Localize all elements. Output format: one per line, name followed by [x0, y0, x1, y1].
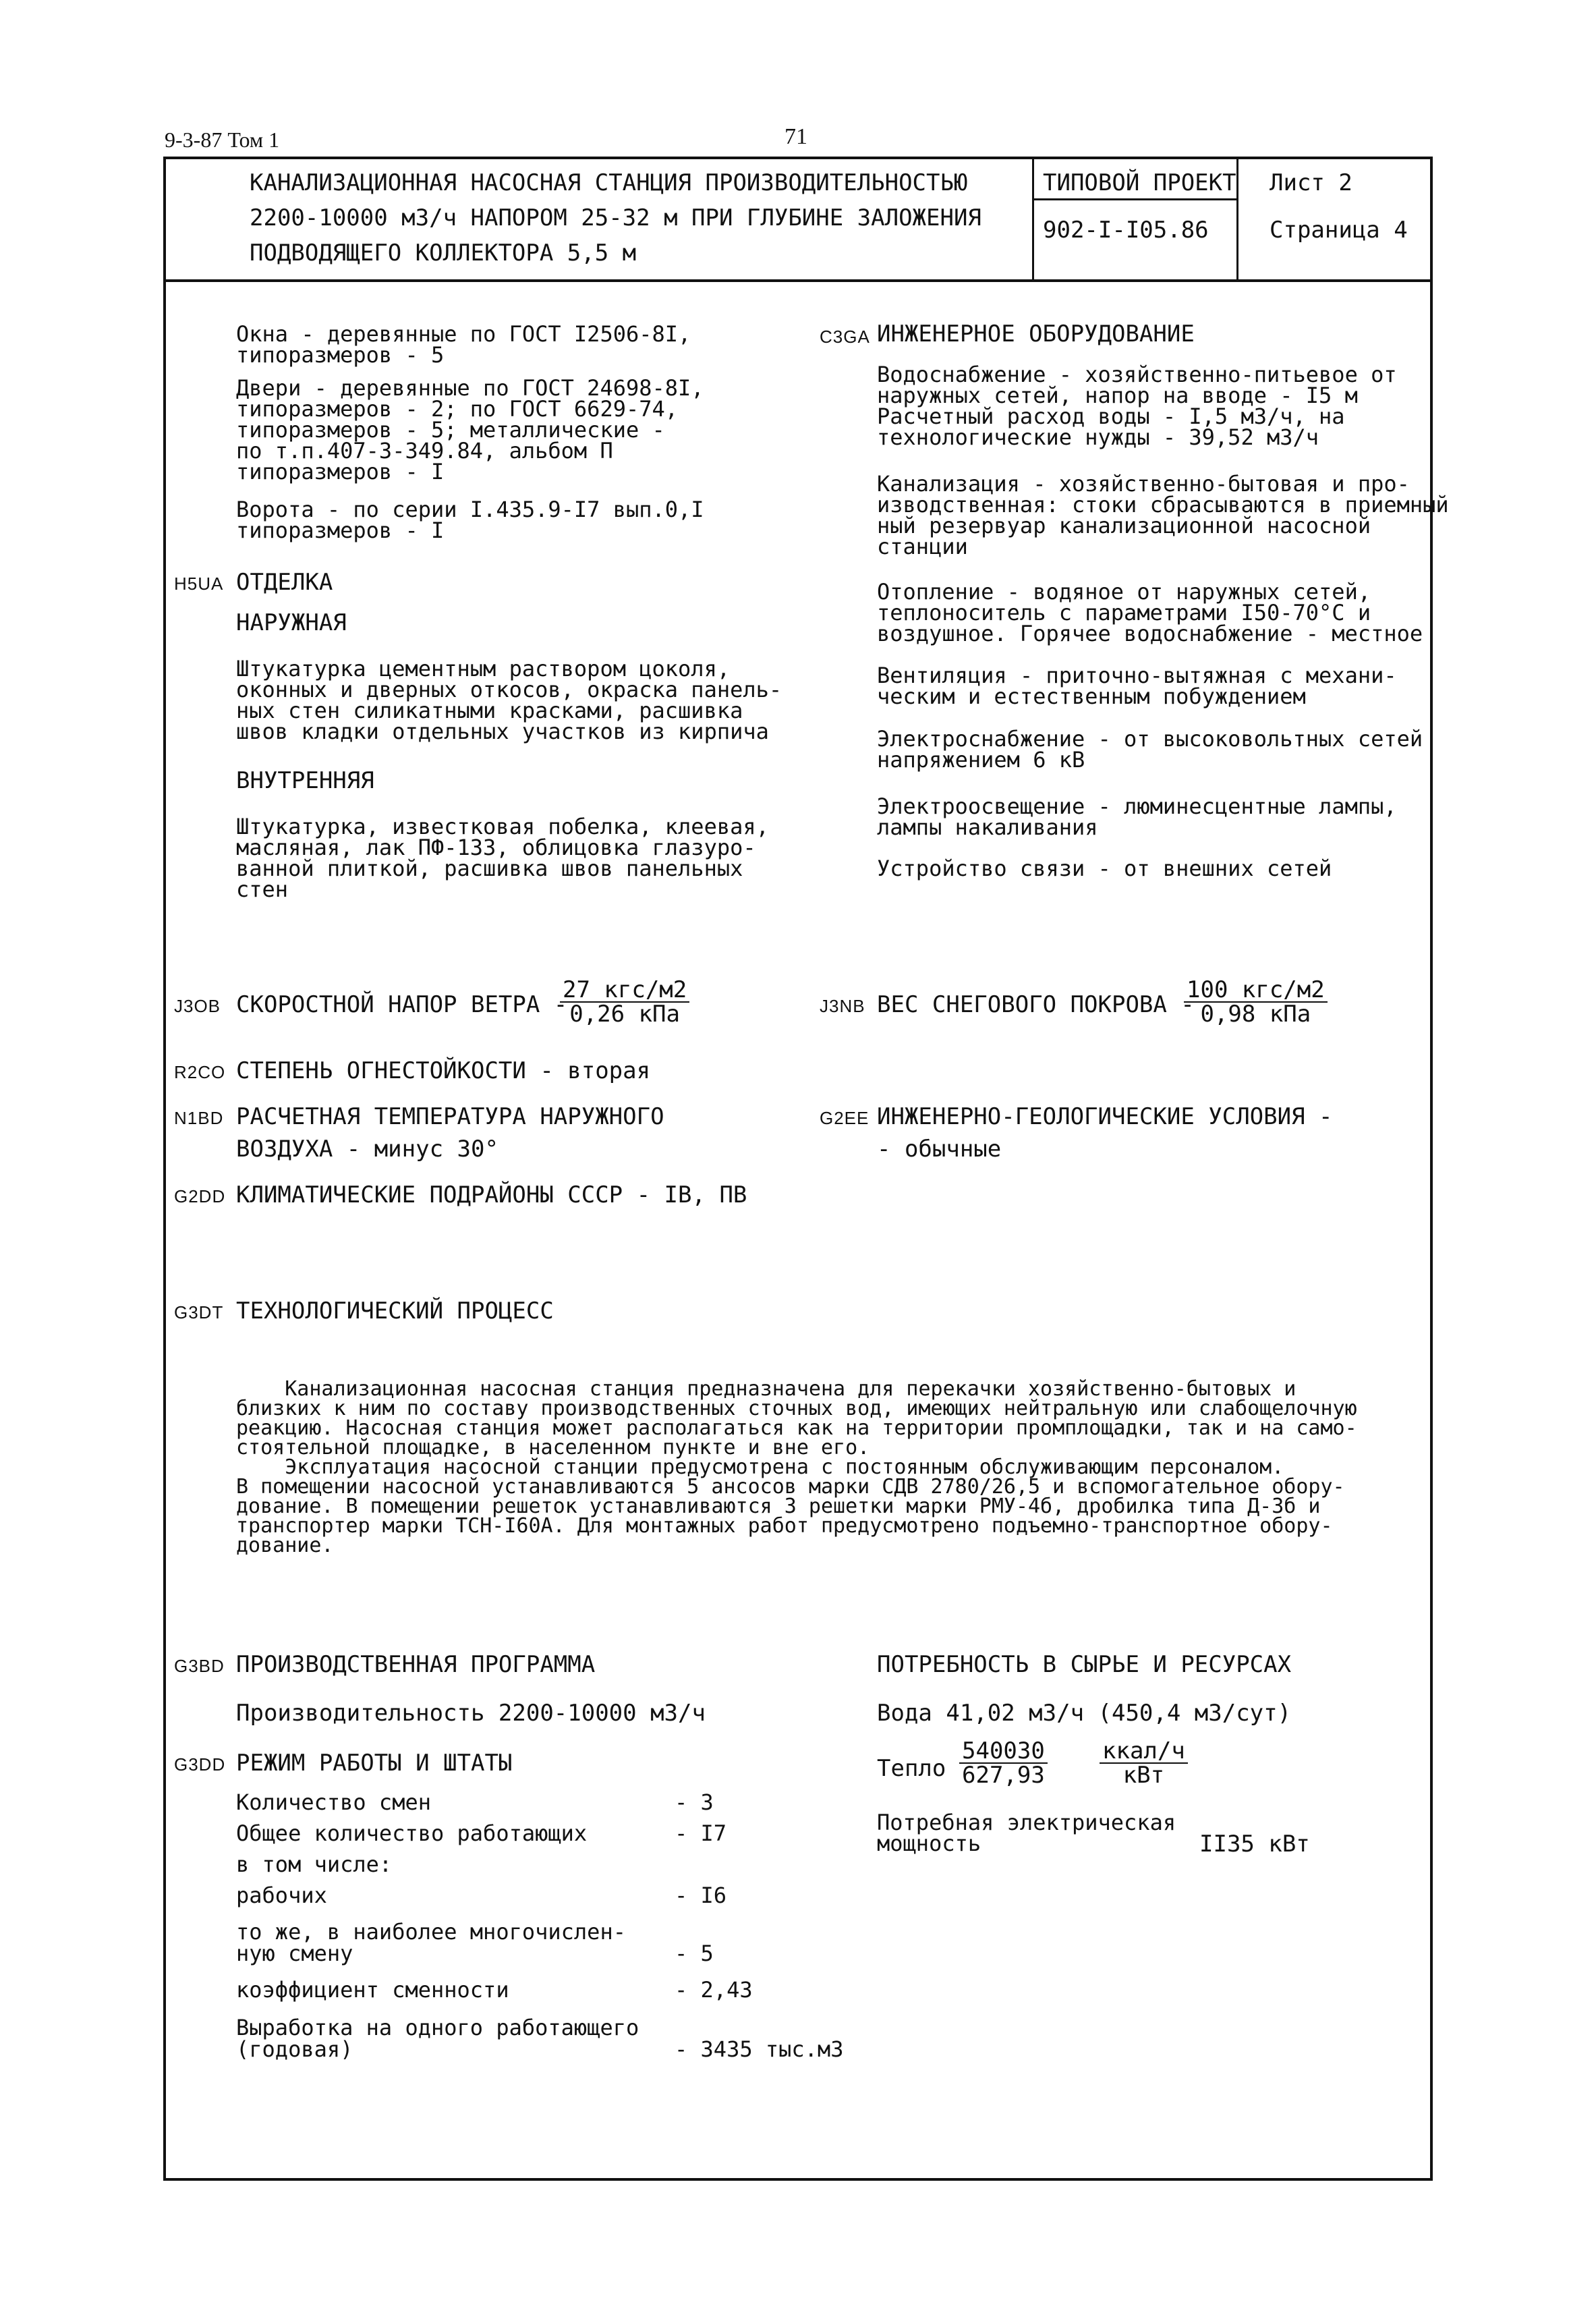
table-row: рабочих - I6 — [236, 1883, 727, 1908]
lighting-text: Электроосвещение - люминесцентные лампы, лампы накаливания — [877, 793, 1397, 840]
windows-spec: Окна - деревянные по ГОСТ I2506-8I, типоразмеров - 5 — [236, 321, 691, 368]
table-row: (годовая) - 3435 тыс.м3 — [236, 2036, 844, 2062]
resources-title: ПОТРЕБНОСТЬ В СЫРЬЕ И РЕСУРСАХ — [877, 1651, 1292, 1678]
table-row: ную смену - 5 — [236, 1941, 714, 1966]
project-number: 902-I-I05.86 — [1043, 217, 1209, 244]
heating-text: Отопление - водяное от наружных сетей, теплоноситель с параметрами I50-70°С и воздушное. Горячее водоснабжение - местное — [877, 579, 1423, 646]
wind-label: СКОРОСТНОЙ НАПОР ВЕТРА - — [236, 991, 568, 1018]
staffing-table — [236, 1789, 844, 2066]
climate-code: G2DD — [174, 1186, 226, 1206]
water-supply-text: Водоснабжение - хозяйственно-питьевое от наружных сетей, напор на вводе - I5 м Расчетный расход воды - I,5 м3/ч, на технологические нужды - 39,52 м3/ч — [877, 362, 1397, 450]
wind-load-kgf: 27 кгс/м2 — [560, 978, 689, 1003]
process-text: Канализационная насосная станция предназначена для перекачки хозяйственно-бытовых и близких к ним по составу производственных сточных вод, имеющих нейтральную или слабощелочную реакцию. Насосная станция может располагаться как на территории промплощадки, так и на само- стоятельной площадке, в населенном пункте и вне его. Эксплуатация насосной станции предусмотрена с постоянным обслуживающим персоналом. В помещении насосной устанавливаются 5 ансосов марки СДВ 2780/26,5 и вспомогательное обору- дование. В помещении решеток устанавливаются 3 решетки марки РМУ-4б, дробилка типа Д-3б и транспортер марки ТСН-I60А. Для монтажных работ предусмотрено подъемно-транспортное обору- дование. — [236, 1377, 1357, 1557]
fire-code: R2CO — [174, 1062, 226, 1082]
temperature-code: N1BD — [174, 1108, 224, 1128]
production-capacity: Производительность 2200-10000 м3/ч — [236, 1700, 706, 1727]
geology-line-1: ИНЖЕНЕРНО-ГЕОЛОГИЧЕСКИЕ УСЛОВИЯ - — [877, 1103, 1333, 1130]
equipment-code: C3GA — [820, 327, 870, 347]
table-row: Общее количество работающих - I7 — [236, 1820, 727, 1846]
resources-heat-value — [959, 1739, 1048, 1787]
snow-load-kgf: 100 кгс/м2 — [1184, 978, 1328, 1003]
gates-spec: Ворота - по серии I.435.9-I7 вып.0,I типоразмеров - I — [236, 497, 704, 543]
communications-text: Устройство связи - от внешних сетей — [877, 856, 1332, 881]
process-code: G3DT — [174, 1302, 224, 1322]
staffing-title: РЕЖИМ РАБОТЫ И ШТАТЫ — [236, 1750, 513, 1777]
process-title: ТЕХНОЛОГИЧЕСКИЙ ПРОЦЕСС — [236, 1298, 554, 1325]
snow-load-value — [1184, 978, 1328, 1026]
fire-resistance: СТЕПЕНЬ ОГНЕСТОЙКОСТИ - вторая — [236, 1057, 651, 1084]
resources-water: Вода 41,02 м3/ч (450,4 м3/сут) — [877, 1700, 1292, 1727]
page-number: 71 — [785, 124, 807, 149]
table-row: в том числе: — [236, 1851, 393, 1877]
resources-heat-label: Тепло — [877, 1755, 946, 1782]
geology-line-2: - обычные — [877, 1136, 1002, 1163]
exterior-finish-text: Штукатурка цементным раствором цоколя, оконных и дверных откосов, окраска панель- ных стен силикатными красками, расшивка швов кладки отдельных участков из кирпича — [236, 656, 782, 744]
heat-unit-kw: кВт — [1122, 1762, 1165, 1789]
snow-load-kpa: 0,98 кПа — [1200, 1001, 1311, 1028]
wind-code: J3OB — [174, 996, 221, 1016]
title-line-3: ПОДВОДЯЩЕГО КОЛЛЕКТОРА 5,5 м — [250, 240, 637, 267]
table-row: коэффициент сменности - 2,43 — [236, 1977, 753, 2003]
ventilation-text: Вентиляция - приточно-вытяжная с механи- ческим и естественным побуждением — [877, 663, 1397, 709]
finish-title: ОТДЕЛКА — [236, 569, 333, 596]
title-block — [163, 157, 1433, 282]
heat-kcal: 540030 — [959, 1739, 1048, 1764]
production-title: ПРОИЗВОДСТВЕННАЯ ПРОГРАММА — [236, 1651, 596, 1678]
interior-title: ВНУТРЕННЯЯ — [236, 767, 374, 794]
geology-code: G2EE — [820, 1108, 870, 1128]
project-label: ТИПОВОЙ ПРОЕКТ — [1043, 169, 1236, 196]
staffing-code: G3DD — [174, 1754, 226, 1775]
table-row: то же, в наиболее многочислен- — [236, 1919, 626, 1945]
doors-spec: Двери - деревянные по ГОСТ 24698-8I, типоразмеров - 2; по ГОСТ 6629-74, типоразмеров - 5; металлические - по т.п.407-3-349.84, альбом П типоразмеров - I — [236, 375, 704, 484]
power-supply-text: Электроснабжение - от высоковольтных сетей напряжением 6 кВ — [877, 726, 1423, 773]
table-row: Выработка на одного работающего — [236, 2015, 639, 2040]
table-row: Количество смен - 3 — [236, 1789, 714, 1815]
heat-unit-kcal: ккал/ч — [1100, 1739, 1188, 1764]
resources-power: Потребная электрическая мощность — [877, 1810, 1176, 1856]
resources-power-value: II35 кВт — [1199, 1831, 1310, 1858]
page-label: Страница 4 — [1270, 217, 1408, 244]
wind-load-kpa: 0,26 кПа — [569, 1001, 680, 1028]
temperature-line-1: РАСЧЕТНАЯ ТЕМПЕРАТУРА НАРУЖНОГО — [236, 1103, 664, 1130]
interior-finish-text: Штукатурка, известковая побелка, клеевая, масляная, лак ПФ-133, облицовка глазуро- ванной плиткой, расшивка швов панельных стен — [236, 814, 769, 902]
climate-regions: КЛИМАТИЧЕСКИЕ ПОДРАЙОНЫ СССР - IB, ПВ — [236, 1181, 747, 1208]
sheet-number: Лист 2 — [1270, 169, 1352, 196]
exterior-title: НАРУЖНАЯ — [236, 609, 347, 636]
wind-load-value — [560, 978, 689, 1026]
temperature-line-2: ВОЗДУХА - минус 30° — [236, 1136, 498, 1163]
finish-code: H5UA — [174, 574, 224, 594]
snow-label: ВЕС СНЕГОВОГО ПОКРОВА - — [877, 991, 1195, 1018]
heat-kw: 627,93 — [962, 1762, 1045, 1789]
resources-heat-unit — [1100, 1739, 1188, 1787]
doc-reference: 9-3-87 Том 1 — [165, 128, 280, 152]
sewer-text: Канализация - хозяйственно-бытовая и про- изводственная: стоки сбрасываются в приемный ный резервуар канализационной насосной станции — [877, 471, 1449, 559]
equipment-title: ИНЖЕНЕРНОЕ ОБОРУДОВАНИЕ — [877, 321, 1195, 347]
title-line-1: КАНАЛИЗАЦИОННАЯ НАСОСНАЯ СТАНЦИЯ ПРОИЗВОДИТЕЛЬНОСТЬЮ — [250, 169, 968, 196]
snow-code: J3NB — [820, 996, 865, 1016]
title-line-2: 2200-10000 м3/ч НАПОРОМ 25-32 м ПРИ ГЛУБИНЕ ЗАЛОЖЕНИЯ — [250, 204, 981, 231]
production-code: G3BD — [174, 1656, 225, 1676]
